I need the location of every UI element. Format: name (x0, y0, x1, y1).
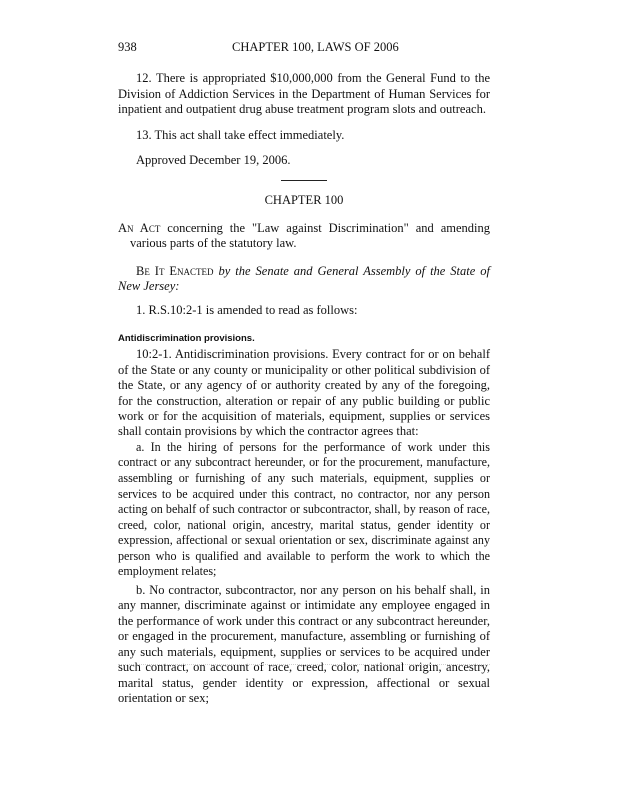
approval-date: Approved December 19, 2006. (136, 153, 291, 168)
amendment-line: 1. R.S.10:2-1 is amended to read as follows: (136, 303, 358, 318)
paragraph-b: b. No contractor, subcontractor, nor any person on his behalf shall, in any manner, discriminate against or intimidate any employee engaged in the performance of work under this contract or any subcontract hereunder, or engaged in the procurement, manufacture, assembling or furnishing of any such materials, equipment, supplies or services to be acquired under such contract, on account of race, creed, color, national origin, ancestry, marital status, gender identity or expression, affectional or sexual orientation or sex; (118, 583, 490, 705)
enacting-prefix: Be It Enacted (136, 263, 214, 278)
page-header (118, 40, 490, 55)
act-title-prefix: An Act (118, 220, 161, 235)
enacting-text: by the Senate and General Assembly of the State of New Jersey: (118, 263, 490, 294)
section-intro: 10:2-1. Antidiscrimination provisions. Every contract for or on behalf of the State or any county or municipality or other political subdivision of the State, or any agency of or authority created by any of the foregoing, for the construction, alteration or repair of any public building or public work or for the acquisition of materials, equipment, supplies or services shall contain provisions by which the contractor agrees that: (118, 347, 490, 439)
section-12: 12. There is appropriated $10,000,000 from the General Fund to the Division of Addiction Services in the Department of Human Services for inpatient and outpatient drug abuse treatment program slots and outreach. (118, 71, 490, 117)
enacting-clause (118, 264, 490, 295)
chapter-divider (281, 180, 327, 181)
page-number: 938 (118, 40, 137, 54)
paragraph-a: a. In the hiring of persons for the performance of work under this contract or any subcontract hereunder, or for the procurement, manufacture, assembling or furnishing of any such materials, equipment, supplies or services to be acquired under this contract, no contractor, nor any person acting on behalf of such contractor or subcontractor, shall, by reason of race, creed, color, national origin, ancestry, marital status, gender identity or expression, affectional or sexual orientation or sex, discriminate against any person who is qualified and available to perform the work to which the employment relates; (118, 439, 490, 579)
section-13: 13. This act shall take effect immediately. (136, 127, 345, 142)
chapter-title: CHAPTER 100 (264, 193, 344, 208)
act-title (118, 221, 490, 252)
act-title-text: concerning the "Law against Discrimination" and amending various parts of the statutory law. (130, 220, 490, 251)
running-head: CHAPTER 100, LAWS OF 2006 (232, 40, 399, 54)
section-catchline: Antidiscrimination provisions. (118, 332, 255, 344)
scan-artifact-line (118, 664, 490, 667)
document-page (118, 40, 490, 706)
